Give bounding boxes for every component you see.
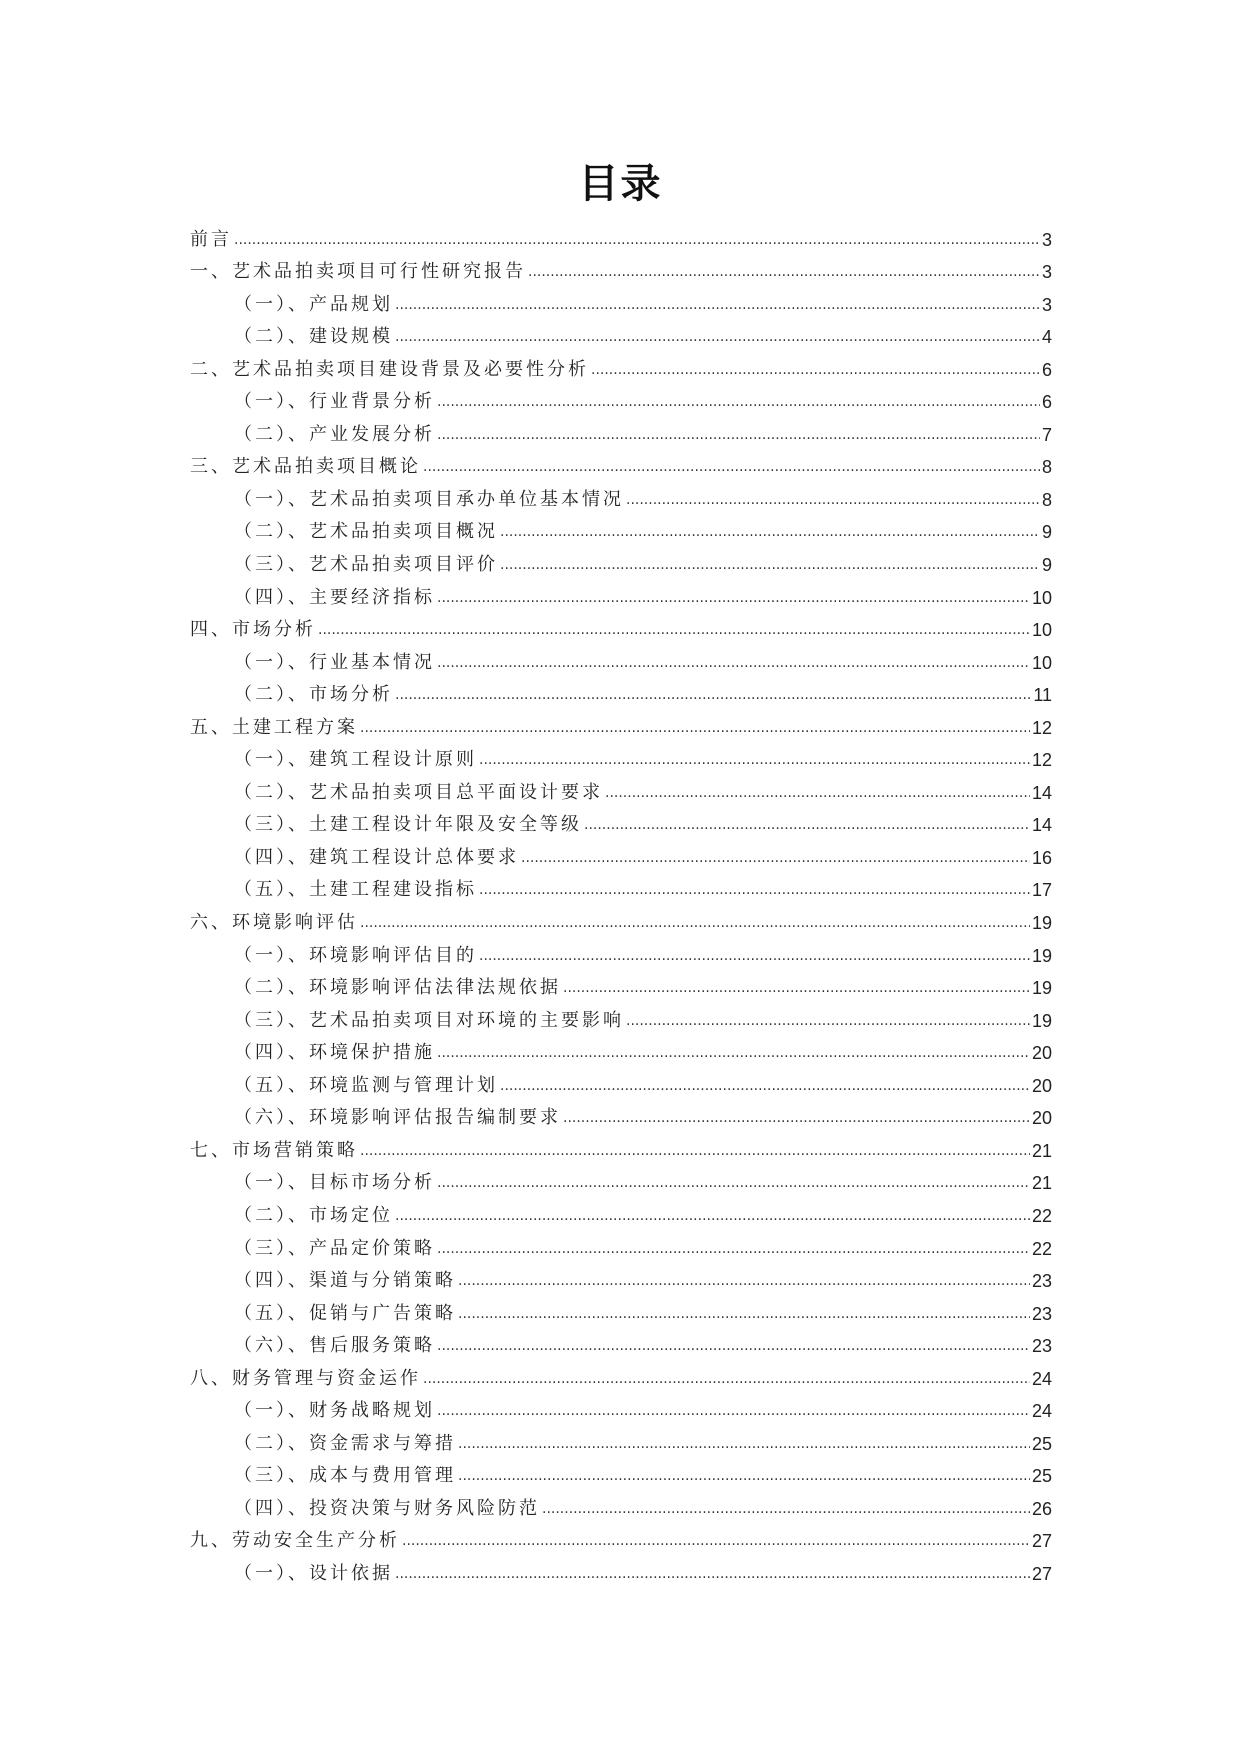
- dot-leader: [360, 721, 1030, 735]
- toc-section-entry[interactable]: [190, 1520, 1052, 1553]
- toc-entry-label: （一）、设计依据: [234, 1562, 393, 1584]
- toc-entry-page-number: 12: [1031, 717, 1052, 738]
- dot-leader: [500, 1079, 1030, 1093]
- toc-subsection-entry[interactable]: [190, 1455, 1052, 1488]
- toc-entry-label: （三）、艺术品拍卖项目对环境的主要影响: [234, 1009, 624, 1031]
- toc-subsection-entry[interactable]: [190, 1260, 1052, 1293]
- toc-entry-label: （四）、环境保护措施: [234, 1042, 435, 1064]
- toc-subsection-entry[interactable]: [190, 1552, 1052, 1585]
- toc-subsection-entry[interactable]: [190, 1390, 1052, 1423]
- toc-entry-page-number: 19: [1031, 978, 1052, 999]
- toc-entry-page-number: 23: [1031, 1303, 1052, 1324]
- toc-entry-page-number: 16: [1031, 847, 1052, 868]
- dot-leader: [234, 233, 1040, 247]
- toc-entry-label: （一）、财务战略规划: [234, 1400, 435, 1422]
- toc-entry-page-number: 4: [1041, 327, 1052, 348]
- dot-leader: [563, 981, 1030, 995]
- toc-entry-label: 四、市场分析: [190, 619, 316, 641]
- toc-entry-label: （三）、土建工程设计年限及安全等级: [234, 814, 582, 836]
- toc-entry-page-number: 22: [1031, 1238, 1052, 1259]
- toc-subsection-entry[interactable]: [190, 836, 1052, 869]
- toc-subsection-entry[interactable]: [190, 543, 1052, 576]
- dot-leader: [423, 1372, 1030, 1386]
- dot-leader: [479, 883, 1030, 897]
- toc-entry-label: （二）、市场定位: [234, 1204, 393, 1226]
- toc-entry-page-number: 19: [1031, 1010, 1052, 1031]
- toc-entry-label: （四）、投资决策与财务风险防范: [234, 1497, 540, 1519]
- dot-leader: [395, 1209, 1030, 1223]
- toc-entry-page-number: 3: [1041, 229, 1052, 250]
- toc-entry-label: （三）、成本与费用管理: [234, 1465, 456, 1487]
- toc-entry-page-number: 10: [1031, 587, 1052, 608]
- toc-subsection-entry[interactable]: [190, 674, 1052, 707]
- toc-entry-label: （二）、环境影响评估法律法规依据: [234, 977, 561, 999]
- toc-entry-page-number: 24: [1031, 1368, 1052, 1389]
- toc-subsection-entry[interactable]: [190, 1194, 1052, 1227]
- dot-leader: [437, 1176, 1030, 1190]
- toc-section-entry[interactable]: [190, 218, 1052, 251]
- toc-entry-page-number: 10: [1031, 652, 1052, 673]
- toc-subsection-entry[interactable]: [190, 641, 1052, 674]
- dot-leader: [458, 1437, 1030, 1451]
- dot-leader: [591, 363, 1040, 377]
- toc-entry-page-number: 9: [1041, 555, 1052, 576]
- toc-entry-label: （一）、环境影响评估目的: [234, 944, 477, 966]
- toc-entry-page-number: 12: [1031, 750, 1052, 771]
- dot-leader: [395, 688, 1031, 702]
- dot-leader: [458, 1469, 1030, 1483]
- toc-entry-label: （二）、资金需求与筹措: [234, 1432, 456, 1454]
- toc-entry-label: （三）、产品定价策略: [234, 1237, 435, 1259]
- toc-subsection-entry[interactable]: [190, 413, 1052, 446]
- toc-section-entry[interactable]: [190, 706, 1052, 739]
- dot-leader: [395, 1567, 1030, 1581]
- toc-entry-label: （一）、艺术品拍卖项目承办单位基本情况: [234, 488, 624, 510]
- toc-entry-page-number: 19: [1031, 945, 1052, 966]
- toc-subsection-entry[interactable]: [190, 1325, 1052, 1358]
- toc-entry-label: 前言: [190, 228, 232, 250]
- toc-subsection-entry[interactable]: [190, 869, 1052, 902]
- toc-subsection-entry[interactable]: [190, 1162, 1052, 1195]
- toc-entry-label: 九、劳动安全生产分析: [190, 1530, 400, 1552]
- toc-entry-label: （四）、建筑工程设计总体要求: [234, 846, 519, 868]
- toc-entry-page-number: 6: [1041, 392, 1052, 413]
- toc-entry-page-number: 20: [1031, 1075, 1052, 1096]
- toc-entry-label: （一）、行业背景分析: [234, 391, 435, 413]
- toc-entry-page-number: 19: [1031, 913, 1052, 934]
- toc-subsection-entry[interactable]: [190, 511, 1052, 544]
- dot-leader: [437, 395, 1040, 409]
- toc-subsection-entry[interactable]: [190, 804, 1052, 837]
- toc-entry-page-number: 14: [1031, 782, 1052, 803]
- toc-entry-page-number: 21: [1031, 1173, 1052, 1194]
- dot-leader: [521, 851, 1030, 865]
- dot-leader: [360, 916, 1030, 930]
- toc-subsection-entry[interactable]: [190, 576, 1052, 609]
- dot-leader: [360, 1144, 1030, 1158]
- toc-subsection-entry[interactable]: [190, 967, 1052, 1000]
- toc-entry-label: （五）、土建工程建设指标: [234, 879, 477, 901]
- dot-leader: [437, 1046, 1030, 1060]
- toc-entry-page-number: 21: [1031, 1140, 1052, 1161]
- toc-title: 目录: [578, 161, 663, 207]
- toc-entry-page-number: 26: [1031, 1498, 1052, 1519]
- dot-leader: [437, 428, 1040, 442]
- toc-section-entry[interactable]: [190, 1357, 1052, 1390]
- toc-subsection-entry[interactable]: [190, 1292, 1052, 1325]
- toc-entry-page-number: 25: [1031, 1433, 1052, 1454]
- toc-entry-page-number: 3: [1041, 294, 1052, 315]
- toc-entry-page-number: 22: [1031, 1205, 1052, 1226]
- toc-entry-label: （二）、艺术品拍卖项目总平面设计要求: [234, 781, 603, 803]
- toc-entry-label: 六、环境影响评估: [190, 912, 358, 934]
- dot-leader: [437, 1242, 1030, 1256]
- toc-entry-page-number: 9: [1041, 522, 1052, 543]
- toc-entry-page-number: 17: [1031, 880, 1052, 901]
- toc-subsection-entry[interactable]: [190, 999, 1052, 1032]
- toc-entry-label: （三）、艺术品拍卖项目评价: [234, 554, 498, 576]
- toc-entry-label: （一）、建筑工程设计原则: [234, 749, 477, 771]
- toc-entry-page-number: 6: [1041, 359, 1052, 380]
- toc-section-entry[interactable]: [190, 901, 1052, 934]
- toc-entry-label: （一）、行业基本情况: [234, 651, 435, 673]
- dot-leader: [626, 1014, 1030, 1028]
- toc-entry-page-number: 14: [1031, 815, 1052, 836]
- toc-subsection-entry[interactable]: [190, 1032, 1052, 1065]
- toc-entry-label: 二、艺术品拍卖项目建设背景及必要性分析: [190, 358, 589, 380]
- toc-entry-page-number: 20: [1031, 1108, 1052, 1129]
- dot-leader: [500, 525, 1040, 539]
- toc-section-entry[interactable]: [190, 1129, 1052, 1162]
- dot-leader: [402, 1534, 1030, 1548]
- toc-entry-label: （六）、售后服务策略: [234, 1335, 435, 1357]
- toc-entry-page-number: 27: [1031, 1531, 1052, 1552]
- toc-subsection-entry[interactable]: [190, 739, 1052, 772]
- toc-entry-label: 五、土建工程方案: [190, 716, 358, 738]
- toc-subsection-entry[interactable]: [190, 1097, 1052, 1130]
- toc-entry-label: （二）、产业发展分析: [234, 423, 435, 445]
- toc-entry-label: （六）、环境影响评估报告编制要求: [234, 1107, 561, 1129]
- dot-leader: [318, 623, 1030, 637]
- dot-leader: [458, 1307, 1030, 1321]
- dot-leader: [584, 818, 1030, 832]
- toc-entry-label: （五）、促销与广告策略: [234, 1302, 456, 1324]
- toc-entry-label: （一）、产品规划: [234, 293, 393, 315]
- toc-subsection-entry[interactable]: [190, 1422, 1052, 1455]
- toc-entry-page-number: 8: [1041, 457, 1052, 478]
- toc-section-entry[interactable]: [190, 446, 1052, 479]
- toc-entry-label: （五）、环境监测与管理计划: [234, 1074, 498, 1096]
- toc-section-entry[interactable]: [190, 348, 1052, 381]
- toc-section-entry[interactable]: [190, 251, 1052, 284]
- toc-entry-page-number: 3: [1041, 262, 1052, 283]
- toc-subsection-entry[interactable]: [190, 478, 1052, 511]
- dot-leader: [395, 330, 1040, 344]
- toc-section-entry[interactable]: [190, 609, 1052, 642]
- toc-entry-label: （二）、建设规模: [234, 326, 393, 348]
- dot-leader: [479, 949, 1030, 963]
- table-of-contents: [190, 218, 1052, 1585]
- toc-subsection-entry[interactable]: [190, 1487, 1052, 1520]
- dot-leader: [500, 558, 1040, 572]
- toc-subsection-entry[interactable]: [190, 771, 1052, 804]
- toc-entry-label: （四）、主要经济指标: [234, 586, 435, 608]
- toc-entry-label: 一、艺术品拍卖项目可行性研究报告: [190, 261, 526, 283]
- dot-leader: [563, 1111, 1030, 1125]
- toc-entry-page-number: 11: [1033, 685, 1052, 706]
- toc-subsection-entry[interactable]: [190, 934, 1052, 967]
- toc-entry-page-number: 23: [1031, 1271, 1052, 1292]
- toc-entry-label: 八、财务管理与资金运作: [190, 1367, 421, 1389]
- toc-subsection-entry[interactable]: [190, 316, 1052, 349]
- dot-leader: [437, 656, 1030, 670]
- toc-subsection-entry[interactable]: [190, 381, 1052, 414]
- dot-leader: [437, 1339, 1030, 1353]
- dot-leader: [479, 753, 1030, 767]
- dot-leader: [437, 591, 1030, 605]
- toc-entry-page-number: 27: [1031, 1563, 1052, 1584]
- toc-entry-label: 三、艺术品拍卖项目概论: [190, 456, 421, 478]
- toc-entry-page-number: 7: [1041, 424, 1052, 445]
- toc-entry-label: （四）、渠道与分销策略: [234, 1270, 456, 1292]
- dot-leader: [542, 1502, 1030, 1516]
- toc-subsection-entry[interactable]: [190, 1227, 1052, 1260]
- dot-leader: [458, 1274, 1030, 1288]
- dot-leader: [605, 786, 1030, 800]
- toc-subsection-entry[interactable]: [190, 283, 1052, 316]
- toc-entry-page-number: 25: [1031, 1466, 1052, 1487]
- dot-leader: [395, 298, 1040, 312]
- toc-entry-label: 七、市场营销策略: [190, 1139, 358, 1161]
- dot-leader: [423, 460, 1040, 474]
- toc-entry-label: （一）、目标市场分析: [234, 1172, 435, 1194]
- dot-leader: [626, 493, 1040, 507]
- toc-subsection-entry[interactable]: [190, 1064, 1052, 1097]
- toc-entry-label: （二）、市场分析: [234, 684, 393, 706]
- toc-entry-page-number: 8: [1041, 489, 1052, 510]
- toc-entry-page-number: 20: [1031, 1043, 1052, 1064]
- toc-entry-page-number: 23: [1031, 1336, 1052, 1357]
- toc-entry-label: （二）、艺术品拍卖项目概况: [234, 521, 498, 543]
- toc-entry-page-number: 10: [1031, 620, 1052, 641]
- dot-leader: [528, 265, 1040, 279]
- dot-leader: [437, 1404, 1030, 1418]
- toc-entry-page-number: 24: [1031, 1401, 1052, 1422]
